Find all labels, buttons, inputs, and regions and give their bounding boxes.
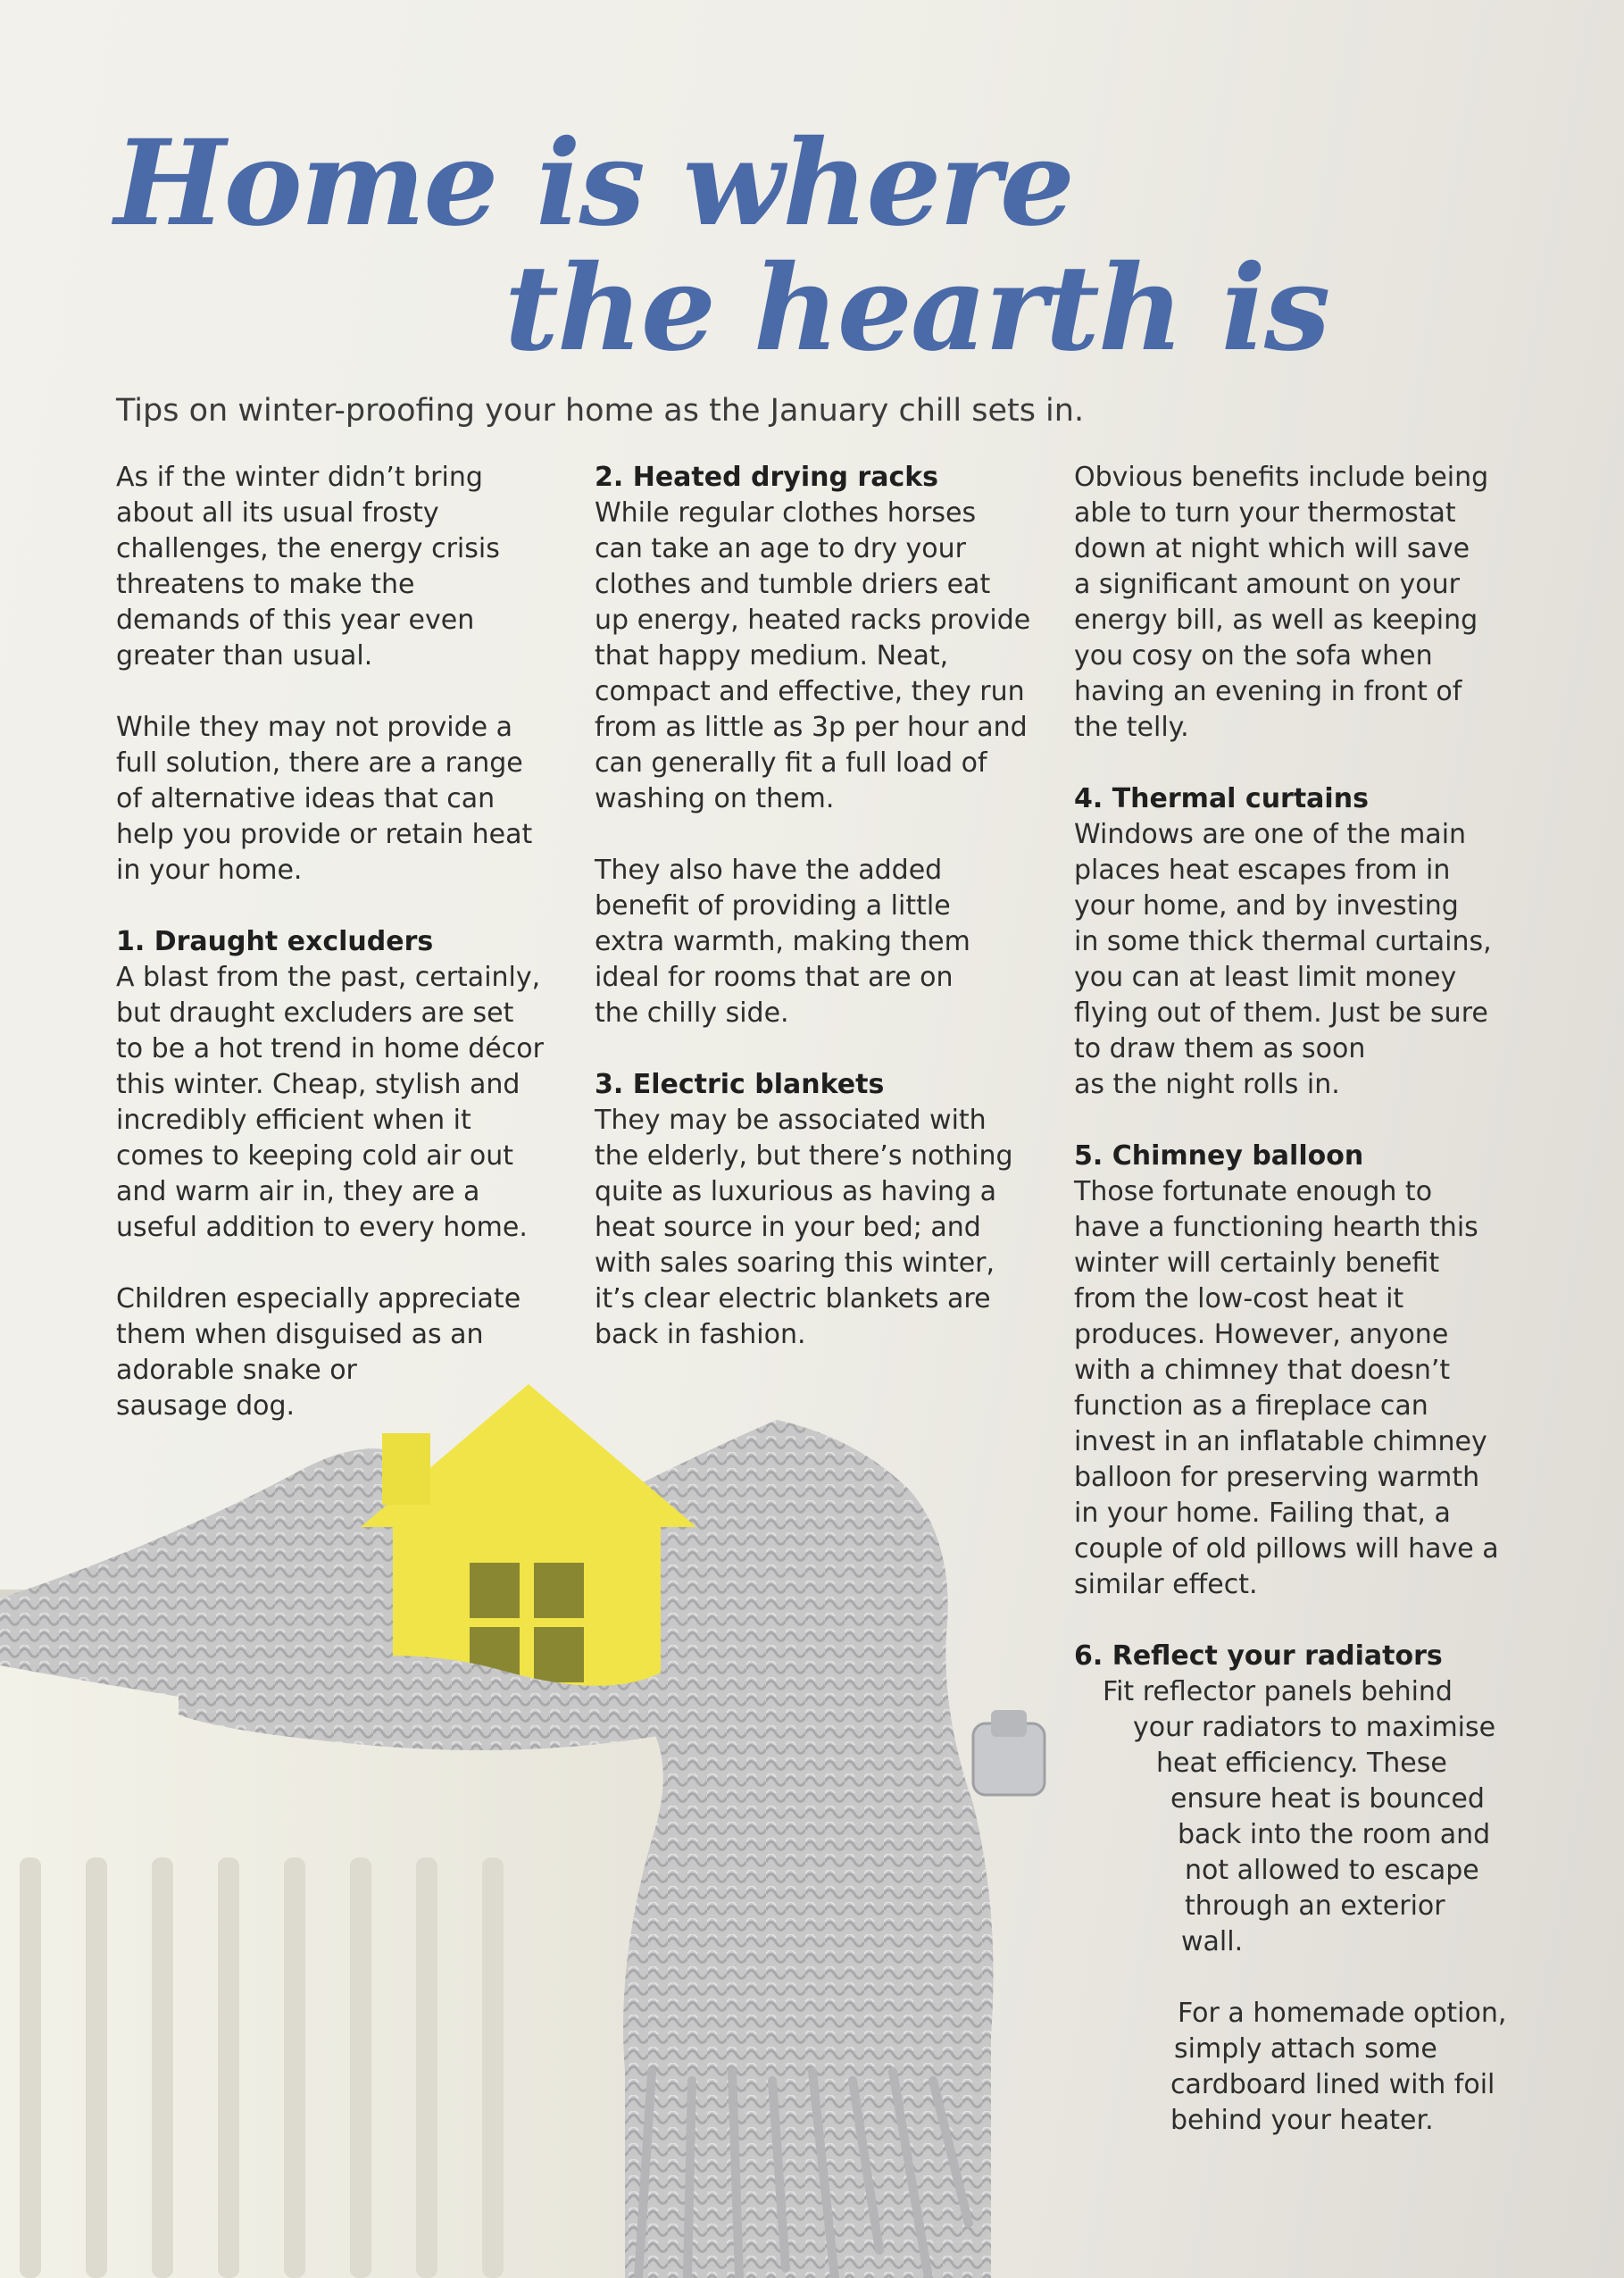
text-line: in your home. Failing that, a <box>1074 1498 1451 1529</box>
article-column-2 <box>595 460 1041 1389</box>
text-line: your radiators to maximise <box>1133 1712 1496 1743</box>
text-line: the elderly, but there’s nothing <box>595 1140 1013 1172</box>
text-line: Those fortunate enough to <box>1074 1176 1433 1207</box>
text-line: ideal for rooms that are on <box>595 962 954 993</box>
text-line: invest in an inflatable chimney <box>1074 1426 1487 1457</box>
yellow-house <box>361 1384 696 1692</box>
paragraph <box>595 853 1041 1031</box>
text-line: A blast from the past, certainly, <box>116 962 541 993</box>
text-line: comes to keeping cold air out <box>116 1140 514 1172</box>
section-heading: 6. Reflect your radiators <box>1074 1640 1443 1672</box>
text-line: ensure heat is bounced <box>1170 1783 1485 1815</box>
text-line: the telly. <box>1074 712 1189 743</box>
headline-line-2: the hearth is <box>504 239 1329 378</box>
text-line: They also have the added <box>595 855 943 886</box>
text-line: demands of this year even <box>116 605 475 636</box>
text-line: to be a hot trend in home décor <box>116 1033 544 1064</box>
standfirst: Tips on winter-proofing your home as the January chill sets in. <box>116 393 1085 429</box>
text-line: down at night which will save <box>1074 533 1470 564</box>
text-line: threatens to make the <box>116 569 415 600</box>
text-line: this winter. Cheap, stylish and <box>116 1069 521 1100</box>
text-line: adorable snake or <box>116 1355 357 1386</box>
paragraph <box>595 460 1041 817</box>
text-line: challenges, the energy crisis <box>116 533 500 564</box>
text-line: able to turn your thermostat <box>1074 497 1456 529</box>
text-line: flying out of them. Just be sure <box>1074 997 1488 1029</box>
text-line: help you provide or retain heat <box>116 819 533 850</box>
text-line: clothes and tumble driers eat <box>595 569 991 600</box>
text-line: up energy, heated racks provide <box>595 605 1031 636</box>
text-line: produces. However, anyone <box>1074 1319 1449 1350</box>
text-line: a significant amount on your <box>1074 569 1461 600</box>
text-line: wall. <box>1181 1926 1244 1957</box>
text-line: Children especially appreciate <box>116 1283 521 1314</box>
paragraph <box>1074 781 1538 1103</box>
text-line: Windows are one of the main <box>1074 819 1467 850</box>
text-line: them when disguised as an <box>116 1319 484 1350</box>
text-line: couple of old pillows will have a <box>1074 1533 1499 1565</box>
section-heading: 1. Draught excluders <box>116 926 434 957</box>
text-line: can generally fit a full load of <box>595 747 987 779</box>
text-line: benefit of providing a little <box>595 890 951 922</box>
valve <box>973 1710 1045 1795</box>
headline-line-1: Home is where <box>114 114 1073 253</box>
text-line: but draught excluders are set <box>116 997 514 1029</box>
text-line: Fit reflector panels behind <box>1103 1676 1453 1707</box>
text-line: with sales soaring this winter, <box>595 1247 995 1279</box>
text-line: behind your heater. <box>1170 2105 1434 2136</box>
text-line: While they may not provide a <box>116 712 513 743</box>
text-line: in some thick thermal curtains, <box>1074 926 1492 957</box>
text-line: quite as luxurious as having a <box>595 1176 997 1207</box>
text-line: winter will certainly benefit <box>1074 1247 1440 1279</box>
text-line: as the night rolls in. <box>1074 1069 1340 1100</box>
text-line: of alternative ideas that can <box>116 783 496 814</box>
paragraph <box>116 460 562 674</box>
paragraph <box>116 710 562 889</box>
text-line: simply attach some <box>1174 2033 1437 2065</box>
text-line: extra warmth, making them <box>595 926 970 957</box>
text-line: heat source in your bed; and <box>595 1212 981 1243</box>
text-line: Obvious benefits include being <box>1074 462 1489 493</box>
text-line: that happy medium. Neat, <box>595 640 949 672</box>
section-heading: 3. Electric blankets <box>595 1069 885 1100</box>
text-line: useful addition to every home. <box>116 1212 528 1243</box>
text-line: function as a fireplace can <box>1074 1390 1428 1422</box>
article-column-1 <box>116 460 562 1460</box>
text-line: For a homemade option, <box>1178 1998 1507 2029</box>
text-line: As if the winter didn’t bring <box>116 462 483 493</box>
text-line: about all its usual frosty <box>116 497 439 529</box>
text-line: with a chimney that doesn’t <box>1074 1355 1451 1386</box>
text-line: it’s clear electric blankets are <box>595 1283 991 1314</box>
text-line: back into the room and <box>1178 1819 1491 1850</box>
text-line: through an exterior <box>1185 1890 1445 1922</box>
text-line: places heat escapes from in <box>1074 855 1451 886</box>
paragraph <box>1074 460 1538 746</box>
text-line: in your home. <box>116 855 303 886</box>
text-line: sausage dog. <box>116 1390 296 1422</box>
text-line: to draw them as soon <box>1074 1033 1366 1064</box>
text-line: the chilly side. <box>595 997 789 1029</box>
text-line: compact and effective, they run <box>595 676 1025 707</box>
paragraph <box>116 924 562 1246</box>
text-line: from the low-cost heat it <box>1074 1283 1404 1314</box>
text-line: They may be associated with <box>595 1105 987 1136</box>
text-line: have a functioning hearth this <box>1074 1212 1478 1243</box>
text-line: similar effect. <box>1074 1569 1258 1600</box>
text-line: greater than usual. <box>116 640 373 672</box>
text-line: you can at least limit money <box>1074 962 1457 993</box>
text-line: having an evening in front of <box>1074 676 1462 707</box>
paragraph <box>595 1067 1041 1353</box>
section-heading: 4. Thermal curtains <box>1074 783 1369 814</box>
text-line: heat efficiency. These <box>1156 1748 1447 1779</box>
text-line: back in fashion. <box>595 1319 806 1350</box>
text-line: and warm air in, they are a <box>116 1176 480 1207</box>
text-line: balloon for preserving warmth <box>1074 1462 1480 1493</box>
text-line: you cosy on the sofa when <box>1074 640 1433 672</box>
section-heading: 5. Chimney balloon <box>1074 1140 1364 1172</box>
text-line: incredibly efficient when it <box>116 1105 471 1136</box>
text-line: cardboard lined with foil <box>1170 2069 1495 2100</box>
text-line: energy bill, as well as keeping <box>1074 605 1478 636</box>
text-line: washing on them. <box>595 783 835 814</box>
text-line: your home, and by investing <box>1074 890 1459 922</box>
text-line: While regular clothes horses <box>595 497 977 529</box>
text-line: full solution, there are a range <box>116 747 523 779</box>
radiator-scarf-house-photo <box>0 1339 1624 2278</box>
section-heading: 2. Heated drying racks <box>595 462 939 493</box>
text-line: can take an age to dry your <box>595 533 967 564</box>
text-line: not allowed to escape <box>1185 1855 1479 1886</box>
text-line: from as little as 3p per hour and <box>595 712 1028 743</box>
